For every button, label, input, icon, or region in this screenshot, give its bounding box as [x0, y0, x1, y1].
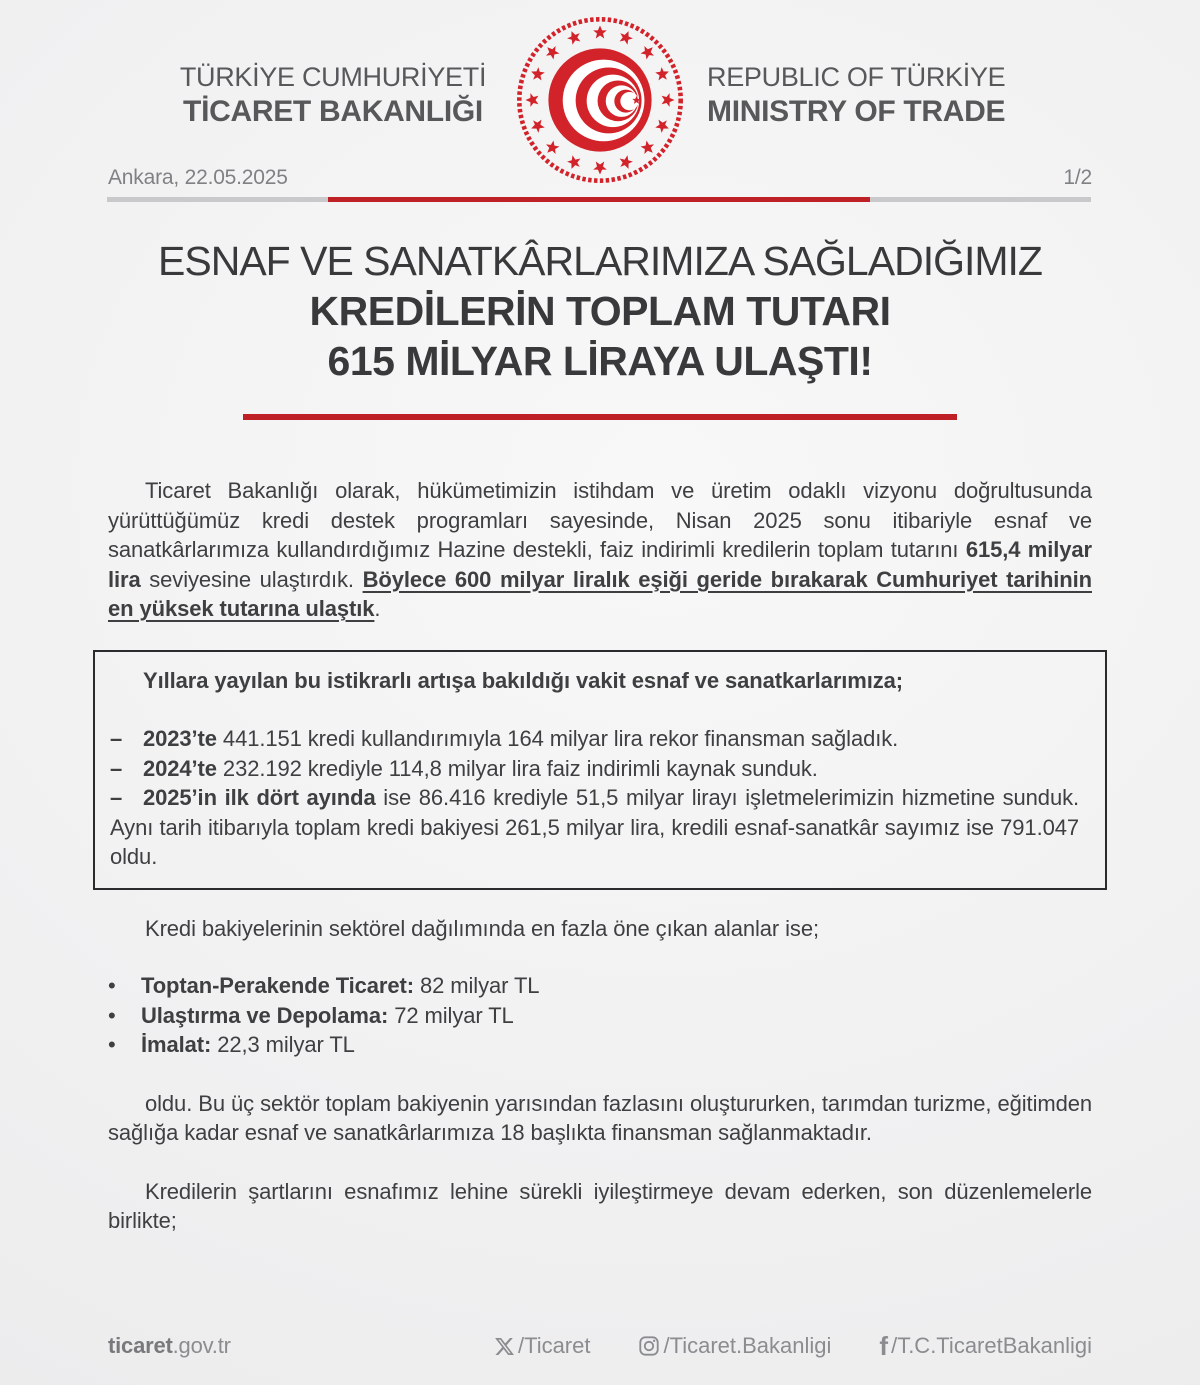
x-logo-icon — [494, 1336, 515, 1357]
website-url: ticaret.gov.tr — [108, 1333, 231, 1358]
social-links — [494, 1333, 1092, 1359]
facebook-icon: f — [879, 1331, 889, 1361]
box-item-2023: – 2023’te 441.151 kredi kullandırımıyla 164 milyar lira rekor finansman sağladık. — [110, 724, 1079, 754]
page-indicator: 1/2 — [1063, 166, 1092, 189]
sector-item-wholesale-retail: • Toptan-Perakende Ticaret: 82 milyar TL — [108, 971, 1092, 1001]
paragraph-credit-terms: Kredilerin şartlarını esnafımız lehine sürekli iyileştirmeye devam ederken, son düzenlemelerle birlikte; — [108, 1178, 1092, 1233]
document-body — [108, 476, 1092, 1236]
dash-marker: – — [110, 726, 123, 751]
title-line3: 615 MİLYAR LİRAYA ULAŞTI! — [327, 338, 873, 384]
header-right-line1: REPUBLIC OF TÜRKİYE — [707, 62, 1006, 92]
paragraph-sector-summary: oldu. Bu üç sektör toplam bakiyenin yarısından fazlasını oluştururken, tarımdan turizme, eğitimden sağlığa kadar esnaf ve sanatkârlarımıza 18 başlıkta finansman sağlanmaktadır. — [108, 1090, 1092, 1145]
bullet-marker: • — [108, 1032, 116, 1057]
box-heading: Yıllara yayılan bu istikrarlı artışa bakıldığı vakit esnaf ve sanatkarlarımıza; — [143, 667, 904, 693]
footer — [108, 1333, 1092, 1359]
title-line2: KREDİLERİN TOPLAM TUTARI — [309, 288, 891, 334]
ministry-name-turkish — [168, 62, 498, 129]
box-item-2025: – 2025’in ilk dört ayında ise 86.416 krediyle 51,5 milyar lirayı işletmelerimizin hizmetine sunduk. Aynı tarih itibarıyla toplam kredi bakiyesi 261,5 milyar lira, kredili esnaf-sanatkâr sayımız ise 791.047 oldu. — [110, 785, 1079, 869]
paragraph-sectors-intro: Kredi bakiyelerinin sektörel dağılımında en fazla öne çıkan alanlar ise; — [145, 915, 819, 941]
header-divider-red-segment — [328, 197, 870, 202]
sector-list — [108, 971, 1092, 1060]
dateline-row — [108, 166, 1092, 190]
bullet-marker: • — [108, 1002, 116, 1028]
header-left-line2: TİCARET BAKANLIĞI — [183, 94, 483, 128]
facebook-handle: f /T.C.TicaretBakanligi — [879, 1331, 1092, 1361]
sector-item-manufacturing: • İmalat: 22,3 milyar TL — [108, 1030, 1092, 1060]
bullet-marker: • — [108, 973, 116, 998]
ministry-name-english — [707, 62, 1037, 129]
header-right-line2: MINISTRY OF TRADE — [707, 94, 1006, 128]
ministry-of-trade-emblem-icon — [514, 14, 686, 191]
dash-marker: – — [110, 785, 123, 810]
date-location: Ankara, 22.05.2025 — [108, 166, 288, 189]
page-title — [0, 236, 1200, 386]
paragraph-intro: Ticaret Bakanlığı olarak, hükümetimizin istihdam ve üretim odaklı vizyonu doğrultusunda yürüttüğümüz kredi destek programları sayesinde, Nisan 2025 sonu itibariyle esnaf ve sanatkârlarımıza kullandırdığımız Hazine destekli, faiz indirimli kredilerin toplam tutarını 615,4 milyar lira seviyesine ulaştırdık. Böylece 600 milyar liralık eşiği geride bırakarak Cumhuriyet tarihinin en yüksek tutarına ulaştık. — [108, 478, 1092, 621]
header-divider — [107, 197, 1091, 202]
dash-marker: – — [110, 755, 123, 781]
title-underline-bar — [243, 414, 957, 420]
box-item-2024: – 2024’te 232.192 krediyle 114,8 milyar lira faiz indirimli kaynak sunduk. — [110, 754, 1079, 784]
highlight-box — [93, 650, 1107, 890]
instagram-icon — [638, 1335, 660, 1357]
header-left-line1: TÜRKİYE CUMHURİYETİ — [179, 62, 487, 92]
x-twitter-handle: /Ticaret — [494, 1333, 591, 1359]
instagram-handle: /Ticaret.Bakanligi — [638, 1333, 831, 1359]
title-line1: ESNAF VE SANATKÂRLARIMIZA SAĞLADIĞIMIZ — [158, 238, 1042, 284]
sector-item-transport-storage: • Ulaştırma ve Depolama: 72 milyar TL — [108, 1001, 1092, 1031]
